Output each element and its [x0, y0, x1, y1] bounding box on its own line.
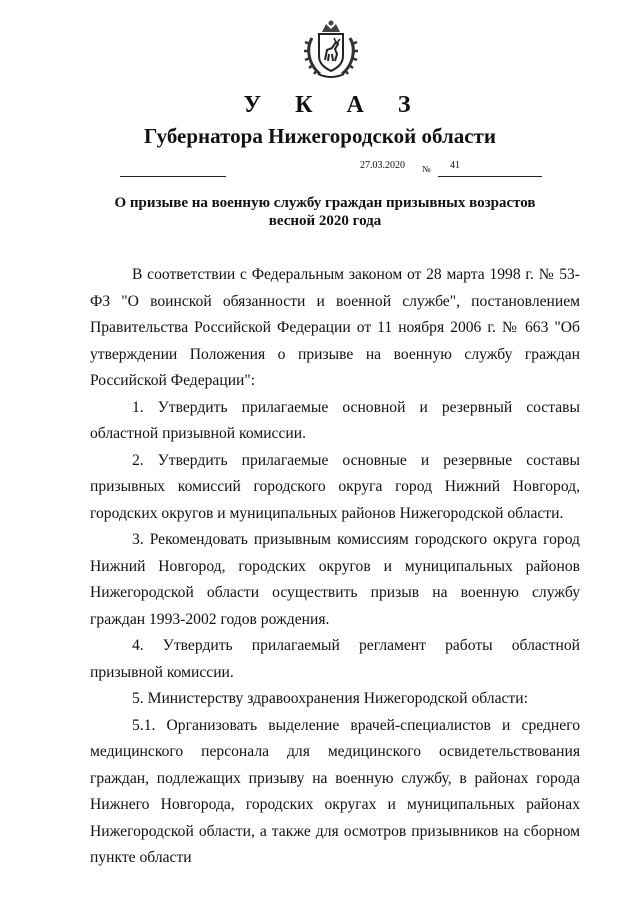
item-3-paragraph: 3. Рекомендовать призывным комиссиям городского округа город Нижний Новгород, городских округов и муниципальных районов Нижегородской области осуществить призыв на военную службу граждан 1993-2002 годов рождения.: [90, 531, 580, 628]
number-label: №: [422, 164, 431, 174]
item-1-paragraph: 1. Утвердить прилагаемые основной и резервный составы областной призывной комиссии.: [90, 398, 580, 442]
preamble-paragraph: В соответствии с Федеральным законом от 28 марта 1998 г. № 53-ФЗ "О воинской обязанности и военной службе", постановлением Правительства Российской Федерации от 11 ноября 2006 г. № 663 "Об утверждении Положения о призыве на военную службу граждан Российской Федерации":: [90, 266, 580, 389]
document-body: [90, 262, 580, 872]
document-heading: [60, 194, 590, 230]
heading-line-2: весной 2020 года: [268, 213, 382, 229]
item-4-paragraph: 4. Утвердить прилагаемый регламент работы областной призывной комиссии.: [90, 637, 580, 681]
item-5-1-paragraph: 5.1. Организовать выделение врачей-специалистов и среднего медицинского персонала для медицинского освидетельствования граждан, подлежащих призыву на военную службу, в районах города Нижнего Новгорода, городских округах и муниципальных районах Нижегородской области, а также для осмотров призывников на сборном пункте области: [90, 716, 580, 866]
number-underline: [438, 176, 542, 177]
document-number: 41: [450, 160, 460, 171]
coat-of-arms-icon: [302, 18, 360, 80]
document-date: 27.03.2020: [360, 160, 405, 171]
item-2-paragraph: 2. Утвердить прилагаемые основные и резервные составы призывных комиссий городского округа город Нижний Новгород, городских округов и муниципальных районов Нижегородской области.: [90, 451, 580, 522]
issuer-title: Губернатора Нижегородской области: [144, 124, 496, 148]
date-blank-line: [120, 176, 226, 177]
heading-line-1: О призыве на военную службу граждан призывных возрастов: [114, 195, 536, 211]
document-type-title: У К А З: [243, 92, 425, 118]
item-5-paragraph: 5. Министерству здравоохранения Нижегородской области:: [132, 690, 528, 707]
